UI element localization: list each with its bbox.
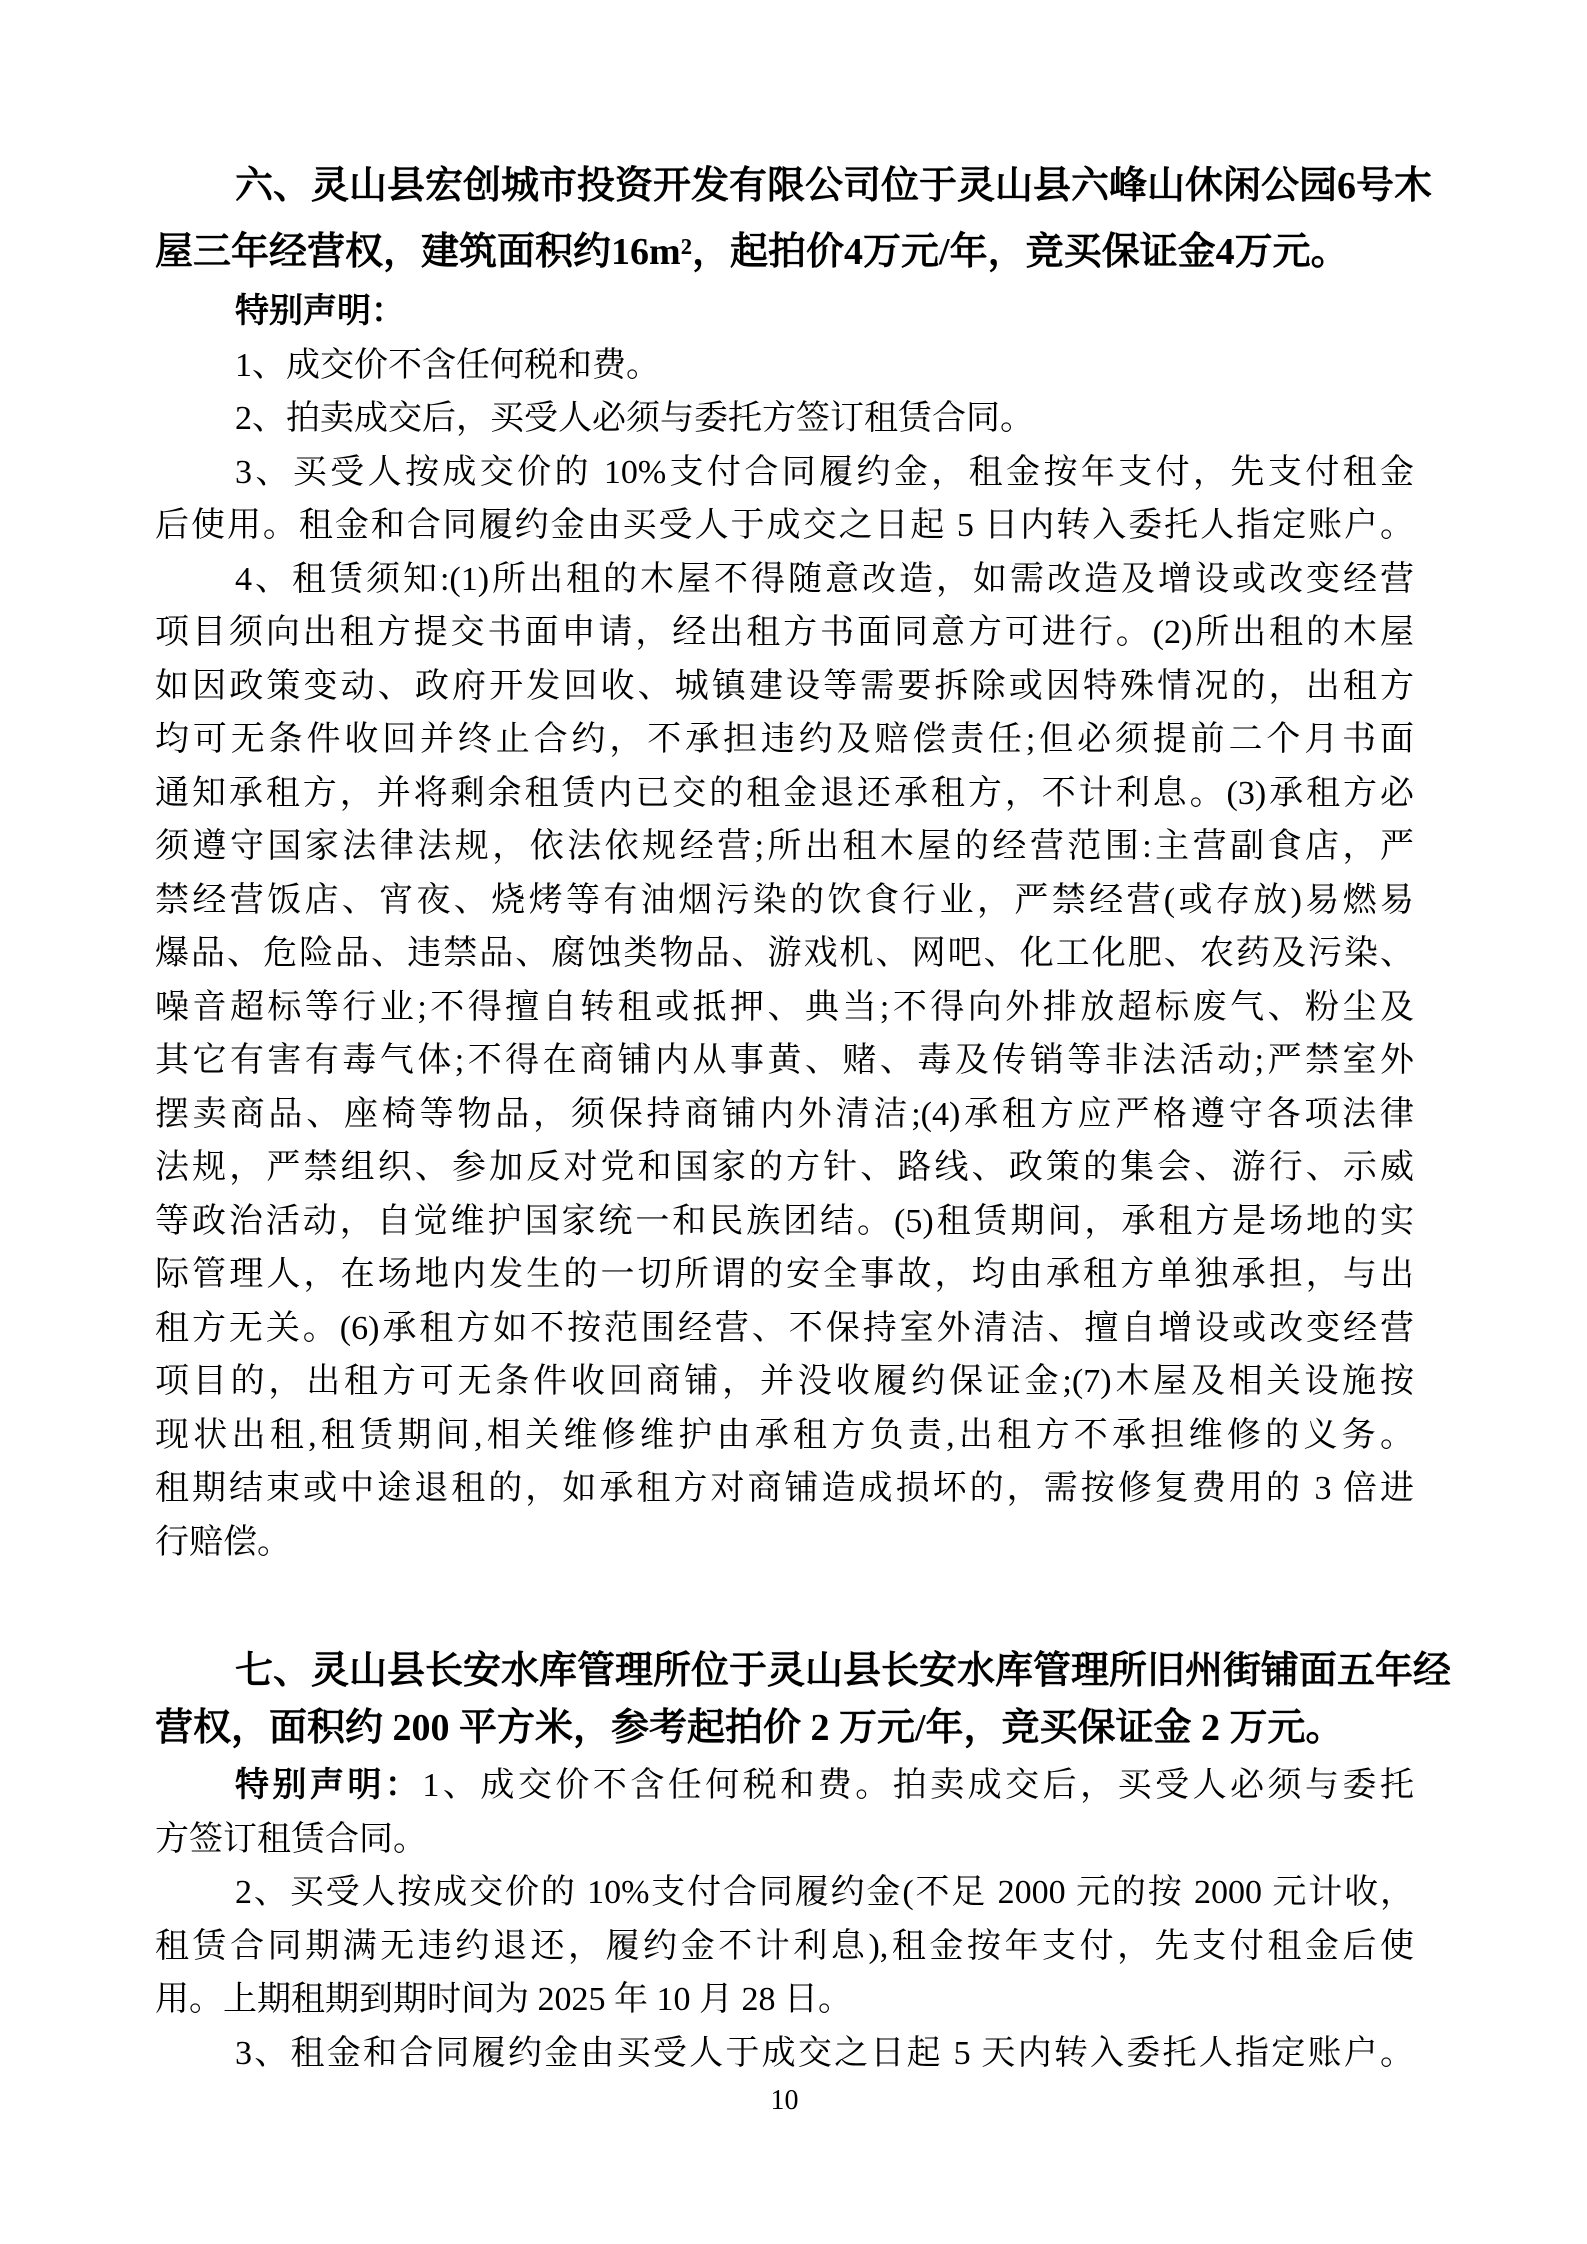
note-line: 2、买受人按成交价的 10%支付合同履约金(不足 2000 元的按 2000 元计收， — [235, 1874, 1414, 1911]
note-line: 行赔偿。 — [155, 1523, 291, 1561]
note-line: 2、拍卖成交后，买受人必须与委托方签订租赁合同。 — [235, 400, 1034, 437]
lot-7-section — [155, 1643, 1452, 2080]
note-text: 1、成交价不含任何税和费。拍卖成交后，买受人必须与委托 — [422, 1767, 1415, 1804]
note-line: 方签订租赁合同。 — [155, 1820, 427, 1858]
page-number: 10 — [770, 2085, 799, 2116]
lot-6-lease-terms — [155, 553, 1414, 1570]
note-line: 禁经营饭店、宵夜、烧烤等有油烟污染的饮食行业，严禁经营(或存放)易燃易 — [155, 881, 1414, 919]
special-note-label: 特别声明： — [235, 1767, 423, 1804]
heading-line: 六、灵山县宏创城市投资开发有限公司位于灵山县六峰山休闲公园6号木 — [235, 165, 1433, 207]
heading-line: 七、灵山县长安水库管理所位于灵山县长安水库管理所旧州街铺面五年经 — [235, 1650, 1452, 1692]
note-line: 4、租赁须知:(1)所出租的木屋不得随意改造，如需改造及增设或改变经营 — [235, 560, 1414, 598]
note-line: 3、租金和合同履约金由买受人于成交之日起 5 天内转入委托人指定账户。 — [235, 2034, 1414, 2072]
note-line: 须遵守国家法律法规，依法依规经营;所出租木屋的经营范围:主营副食店，严 — [155, 828, 1414, 865]
note-line: 用。上期租期到期时间为 2025 年 10 月 28 日。 — [155, 1981, 852, 2018]
lot-7-heading — [155, 1643, 1452, 1757]
note-line — [155, 1759, 1414, 1813]
note-line: 其它有害有毒气体;不得在商铺内从事黄、赌、毒及传销等非法活动;严禁室外 — [155, 1042, 1414, 1079]
note-line: 租方无关。(6)承租方如不按范围经营、不保持室外清洁、擅自增设或改变经营 — [155, 1309, 1414, 1347]
note-line: 等政治活动，自觉维护国家统一和民族团结。(5)租赁期间，承租方是场地的实 — [155, 1202, 1414, 1240]
heading-line: 屋三年经营权，建筑面积约16m²，起拍价4万元/年，竞买保证金4万元。 — [155, 231, 1349, 273]
note-line: 噪音超标等行业;不得擅自转租或抵押、典当;不得向外排放超标废气、粉尘及 — [155, 988, 1414, 1026]
note-line: 摆卖商品、座椅等物品，须保持商铺内外清洁;(4)承租方应严格遵守各项法律 — [155, 1095, 1414, 1133]
note-line: 项目的，出租方可无条件收回商铺，并没收履约保证金;(7)木屋及相关设施按 — [155, 1363, 1414, 1400]
note-line: 法规，严禁组织、参加反对党和国家的方针、路线、政策的集会、游行、示威 — [155, 1149, 1414, 1186]
lot-6-section — [155, 153, 1433, 1569]
note-line: 际管理人，在场地内发生的一切所谓的安全事故，均由承租方单独承担，与出 — [155, 1256, 1414, 1293]
note-line: 现状出租,租赁期间,相关维修维护由承租方负责,出租方不承担维修的义务。 — [155, 1416, 1414, 1454]
note-line: 租期结束或中途退租的，如承租方对商铺造成损坏的，需按修复费用的 3 倍进 — [155, 1470, 1414, 1507]
special-note-label: 特别声明： — [235, 293, 405, 330]
note-line: 爆品、危险品、违禁品、腐蚀类物品、游戏机、网吧、化工化肥、农药及污染、 — [155, 935, 1414, 972]
note-line: 项目须向出租方提交书面申请，经出租方书面同意方可进行。(2)所出租的木屋 — [155, 614, 1414, 651]
note-line: 租赁合同期满无违约退还，履约金不计利息),租金按年支付，先支付租金后使 — [155, 1927, 1414, 1965]
note-line: 均可无条件收回并终止合约，不承担违约及赔偿责任;但必须提前二个月书面 — [155, 721, 1414, 758]
lot-6-heading — [155, 153, 1433, 285]
note-line: 1、成交价不含任何税和费。 — [235, 346, 660, 384]
note-line: 通知承租方，并将剩余租赁内已交的租金退还承租方，不计利息。(3)承租方必 — [155, 774, 1414, 812]
document-content — [155, 153, 1452, 2118]
lot-7-notes — [155, 1759, 1414, 2080]
note-line: 后使用。租金和合同履约金由买受人于成交之日起 5 日内转入委托人指定账户。 — [155, 507, 1414, 544]
note-line: 如因政策变动、政府开发回收、城镇建设等需要拆除或因特殊情况的，出租方 — [155, 667, 1414, 705]
heading-line: 营权，面积约 200 平方米，参考起拍价 2 万元/年，竞买保证金 2 万元。 — [155, 1707, 1344, 1749]
note-line: 3、买受人按成交价的 10%支付合同履约金，租金按年支付，先支付租金 — [235, 453, 1414, 491]
